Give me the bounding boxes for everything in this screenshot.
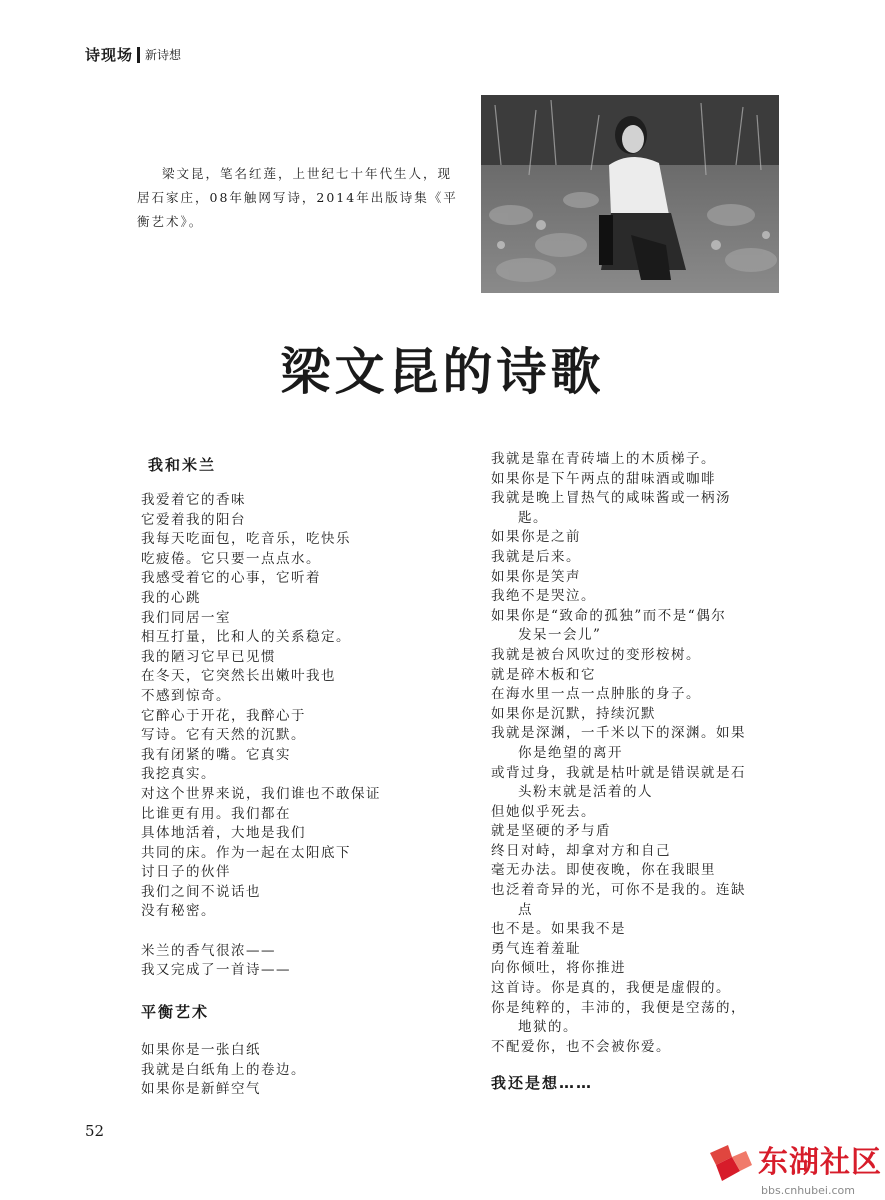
poem-line: 如果你是沉默，持续沉默	[491, 705, 656, 722]
subsection-label: 新诗想	[145, 48, 182, 62]
poem-line: 勇气连着羞耻	[491, 940, 581, 957]
poem-line: 终日对峙，却拿对方和自己	[491, 842, 671, 859]
poem-line: 我就是后来。	[491, 548, 581, 565]
poem-milan-lines	[141, 491, 381, 981]
poem-line: 吃疲倦。它只要一点点水。	[141, 550, 321, 567]
poem-line: 我爱着它的香味	[141, 492, 246, 508]
site-watermark	[706, 1143, 885, 1200]
poem-line: 我就是晚上冒热气的咸味酱或一柄汤	[491, 490, 731, 507]
poem-line: 我就是被台风吹过的变形桉树。	[491, 646, 701, 663]
poem-line: 向你倾吐，将你推进	[491, 960, 626, 977]
poem-line: 我有闭紧的嘴。它真实	[141, 746, 291, 763]
poem-line: 不配爱你，也不会被你爱。	[491, 1038, 671, 1055]
poem-line: 但她似乎死去。	[491, 803, 596, 820]
header-divider	[137, 47, 140, 63]
poem-line: 也不是。如果我不是	[491, 921, 626, 938]
poem-line: 我就是深渊，一千米以下的深渊。如果	[491, 725, 746, 742]
poem-line: 讨日子的伙伴	[141, 864, 231, 881]
poem-line: 如果你是新鲜空气	[141, 1081, 261, 1098]
poem-line: 如果你是下午两点的甜味酒或咖啡	[491, 470, 716, 487]
brand-url: bbs.cnhubei.com	[761, 1184, 855, 1197]
poem-line: 我就是靠在青砖墙上的木质梯子。	[491, 451, 716, 467]
poem-line: 它爱着我的阳台	[141, 511, 246, 528]
poem-line: 我们之间不说话也	[141, 883, 261, 900]
poem-line: 相互打量，比和人的关系稳定。	[141, 629, 351, 646]
stanza-gap	[141, 922, 381, 942]
section-label: 诗现场	[85, 46, 134, 64]
poem-line: 如果你是“致命的孤独”而不是“偶尔	[491, 607, 727, 624]
poem-line: 我挖真实。	[141, 766, 216, 783]
poem-line: 头粉末就是活着的人	[518, 784, 653, 801]
poem-line: 匙。	[518, 509, 548, 526]
poem-line: 它醉心于开花，我醉心于	[141, 707, 306, 724]
page-header	[85, 44, 181, 65]
poem-title-balance: 平衡艺术	[141, 1003, 210, 1021]
poem-line: 写诗。它有天然的沉默。	[141, 727, 306, 744]
author-bio: 梁文昆，笔名红莲，上世纪七十年代生人，现居石家庄，08年触网写诗，2014年出版诗集《平衡艺术》。	[137, 166, 458, 229]
poem-line: 我的心跳	[141, 589, 201, 606]
poem-line: 就是坚硬的矛与盾	[491, 823, 611, 840]
poem-line: 没有秘密。	[141, 903, 216, 920]
poem-line: 如果你是之前	[491, 529, 581, 546]
poem-line: 在海水里一点一点肿胀的身子。	[491, 686, 701, 703]
poem-line: 对这个世界来说，我们谁也不敢保证	[141, 785, 381, 802]
poem-line: 或背过身，我就是枯叶就是错误就是石	[491, 764, 746, 781]
poem-line: 如果你是一张白纸	[141, 1042, 261, 1058]
poem-balance-lines-left	[141, 1041, 306, 1100]
brand-logo-icon	[706, 1143, 754, 1187]
poem-line: 我感受着它的心事，它听着	[141, 570, 321, 587]
poem-line: 具体地活着，大地是我们	[141, 825, 306, 842]
poem-line: 点	[518, 901, 533, 918]
poem-line: 比谁更有用。我们都在	[141, 805, 291, 822]
poem-line: 这首诗。你是真的，我便是虚假的。	[491, 980, 731, 997]
page-number: 52	[85, 1122, 105, 1140]
poem-line: 就是碎木板和它	[491, 666, 596, 683]
brand-name: 东湖社区	[758, 1145, 882, 1180]
poem-line: 如果你是笑声	[491, 568, 581, 585]
poem-line: 你是纯粹的，丰沛的，我便是空荡的，	[491, 999, 746, 1016]
poem-title-still: 我还是想……	[491, 1074, 594, 1092]
poem-line: 我的陋习它早已见惯	[141, 648, 276, 665]
poem-line: 你是绝望的离开	[518, 744, 623, 761]
author-photo	[481, 95, 779, 293]
article-title: 梁文昆的诗歌	[280, 342, 605, 401]
poem-line: 发呆一会儿”	[518, 627, 602, 644]
poem-line: 我绝不是哭泣。	[491, 588, 596, 605]
poem-line: 共同的床。作为一起在太阳底下	[141, 844, 351, 861]
poem-line: 也泛着奇异的光，可你不是我的。连缺	[491, 882, 746, 899]
poem-line: 我就是白纸角上的卷边。	[141, 1061, 306, 1078]
poem-line: 不感到惊奇。	[141, 687, 231, 704]
poem-line: 毫无办法。即使夜晚，你在我眼里	[491, 862, 716, 879]
poem-line: 我又完成了一首诗——	[141, 962, 291, 979]
poem-title-milan: 我和米兰	[148, 456, 217, 474]
poem-line: 米兰的香气很浓——	[141, 942, 276, 959]
poem-balance-lines-right	[491, 450, 746, 1057]
poem-line: 我每天吃面包，吃音乐，吃快乐	[141, 531, 351, 548]
poem-line: 在冬天，它突然长出嫩叶我也	[141, 668, 336, 685]
poem-line: 我们同居一室	[141, 609, 231, 626]
poem-line: 地狱的。	[518, 1019, 578, 1036]
